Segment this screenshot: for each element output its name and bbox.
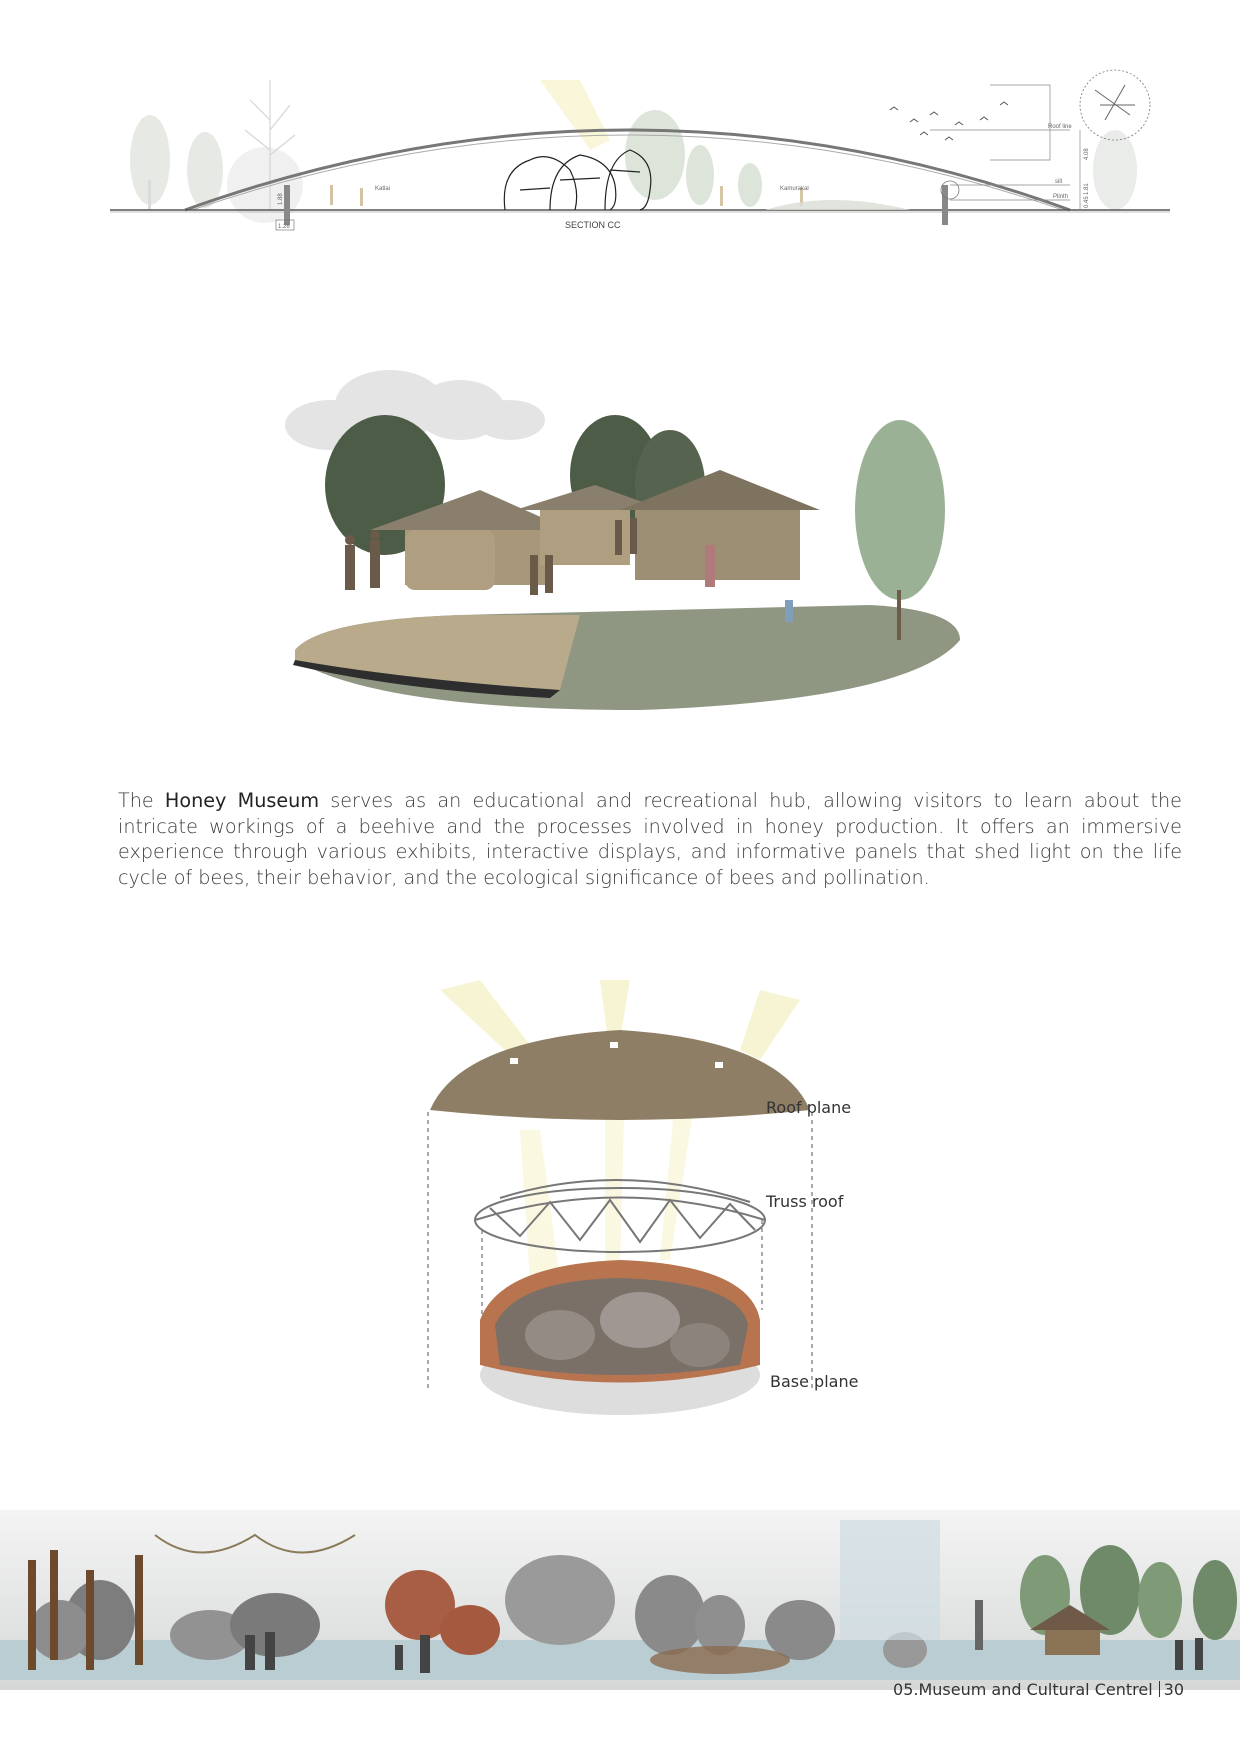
dim-4-08: 4.08 (1084, 148, 1090, 160)
dim-0-45: 0.45 (1084, 196, 1090, 208)
label-base-plane: Base plane (770, 1372, 859, 1391)
description-body: serves as an educational and recreational hub, allowing visitors to learn about the intricate workings of a beehive and the processes involved in honey production. It offers an immersive experience through various exhibits, interactive displays, and informative panels that shed light on the life cycle of bees, their behavior, and the ecological significance of bees and pollination. (118, 789, 1182, 889)
perspective-render (260, 360, 980, 740)
level-plinth: Plinth (1053, 194, 1069, 200)
museum-name: Honey Museum (164, 789, 320, 812)
page-footer (893, 1680, 1184, 1699)
room-label-katlai: Katlai (375, 186, 391, 192)
footer-separator (1159, 1681, 1160, 1697)
section-title: SECTION CC (565, 220, 621, 230)
base-plane (480, 1260, 760, 1415)
room-label-kamurakal: Kamurakal (780, 186, 809, 192)
label-truss-roof: Truss roof (766, 1192, 844, 1211)
chapter-title: 05.Museum and Cultural Centrel (893, 1680, 1153, 1699)
label-roof-plane: Roof plane (766, 1098, 852, 1117)
exploded-axonometric (420, 980, 940, 1440)
museum-description (118, 788, 1182, 890)
description-intro: The (118, 789, 165, 812)
dim-1-26: 1.26 (278, 224, 290, 230)
axo-svg (420, 980, 940, 1440)
perspective-svg (260, 360, 980, 740)
landscape-strip (0, 1510, 1240, 1690)
strip-svg (0, 1510, 1240, 1690)
level-roof-line: Roof line (1048, 124, 1072, 130)
section-cc-drawing (110, 60, 1190, 270)
level-sill: sill (1055, 179, 1062, 185)
page-number: 30 (1163, 1680, 1184, 1699)
dim-1-88: 1.88 (278, 193, 284, 205)
section-svg (110, 60, 1190, 270)
dim-1-81: 1.81 (1084, 183, 1090, 195)
